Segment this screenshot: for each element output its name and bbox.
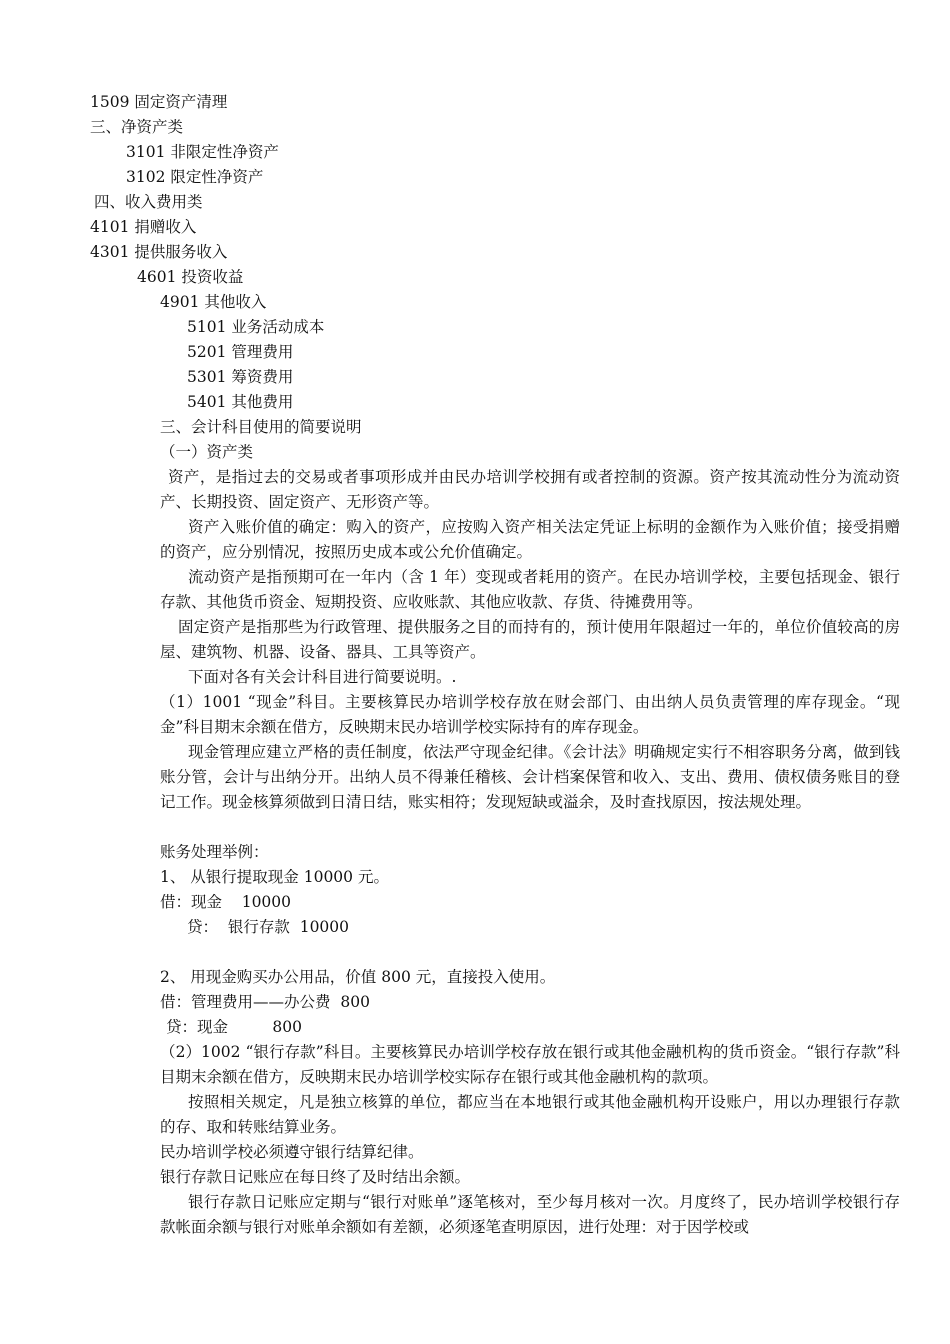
credit-entry: 贷：现金 800 <box>166 1018 302 1036</box>
debit-entry: 借：管理费用——办公费 800 <box>160 993 370 1011</box>
paragraph: （1）1001 “现金”科目。主要核算民办培训学校存放在财会部门、由出纳人员负责管理的库存现金。“现金”科目期末余额在借方，反映期末民办培训学校实际持有的库存现金。 <box>160 693 900 736</box>
section-heading: 四、收入费用类 <box>94 193 203 211</box>
paragraph: 现金管理应建立严格的责任制度，依法严守现金纪律。《会计法》明确规定实行不相容职务分离，做到钱账分管，会计与出纳分开。出纳人员不得兼任稽核、会计档案保管和收入、支出、费用、债权债务账目的登记工作。现金核算须做到日清日结，账实相符；发现短缺或溢余，及时查找原因，按法规处理。 <box>160 743 900 811</box>
account-line: 5201 管理费用 <box>187 343 294 361</box>
paragraph: 资产，是指过去的交易或者事项形成并由民办培训学校拥有或者控制的资源。资产按其流动性分为流动资产、长期投资、固定资产、无形资产等。 <box>160 468 900 511</box>
example-item: 1、 从银行提取现金 10000 元。 <box>160 868 389 886</box>
paragraph: 资产入账价值的确定：购入的资产，应按购入资产相关法定凭证上标明的金额作为入账价值；接受捐赠的资产，应分别情况，按照历史成本或公允价值确定。 <box>160 518 900 561</box>
paragraph: 固定资产是指那些为行政管理、提供服务之目的而持有的，预计使用年限超过一年的，单位价值较高的房屋、建筑物、机器、设备、器具、工具等资产。 <box>160 618 900 661</box>
account-line: 5301 筹资费用 <box>187 368 294 386</box>
paragraph: 银行存款日记账应定期与“银行对账单”逐笔核对，至少每月核对一次。月度终了，民办培训学校银行存款帐面余额与银行对账单余额如有差额，必须逐笔查明原因，进行处理：对于因学校或 <box>160 1193 900 1236</box>
account-line: 4301 提供服务收入 <box>90 243 228 261</box>
example-item: 2、 用现金购买办公用品，价值 800 元，直接投入使用。 <box>160 968 556 986</box>
section-heading: 三、净资产类 <box>90 118 184 136</box>
account-line: 1509 固定资产清理 <box>90 93 228 111</box>
debit-entry: 借：现金 10000 <box>160 893 292 911</box>
paragraph: 按照相关规定，凡是独立核算的单位，都应当在本地银行或其他金融机构开设账户，用以办理银行存款的存、取和转账结算业务。 <box>160 1093 900 1136</box>
credit-entry: 贷： 银行存款 10000 <box>187 918 350 936</box>
account-line: 3101 非限定性净资产 <box>126 143 279 161</box>
paragraph: 下面对各有关会计科目进行简要说明。. <box>188 668 457 686</box>
account-line: 5401 其他费用 <box>187 393 294 411</box>
paragraph: 账务处理举例： <box>160 843 269 861</box>
account-line: 4901 其他收入 <box>160 293 267 311</box>
account-line: 4601 投资收益 <box>137 268 244 286</box>
paragraph: （2）1002 “银行存款”科目。主要核算民办培训学校存放在银行或其他金融机构的货币资金。“银行存款”科目期末余额在借方，反映期末民办培训学校实际存在银行或其他金融机构的款项。 <box>160 1043 900 1086</box>
paragraph: 民办培训学校必须遵守银行结算纪律。 <box>160 1143 424 1161</box>
paragraph: 流动资产是指预期可在一年内（含 1 年）变现或者耗用的资产。在民办培训学校，主要包括现金、银行存款、其他货币资金、短期投资、应收账款、其他应收款、存货、待摊费用等。 <box>160 568 900 611</box>
account-line: 4101 捐赠收入 <box>90 218 197 236</box>
subsection-heading: （一）资产类 <box>160 443 254 461</box>
account-line: 5101 业务活动成本 <box>187 318 325 336</box>
account-line: 3102 限定性净资产 <box>126 168 264 186</box>
paragraph: 银行存款日记账应在每日终了及时结出余额。 <box>160 1168 471 1186</box>
section-heading: 三、会计科目使用的简要说明 <box>160 418 362 436</box>
